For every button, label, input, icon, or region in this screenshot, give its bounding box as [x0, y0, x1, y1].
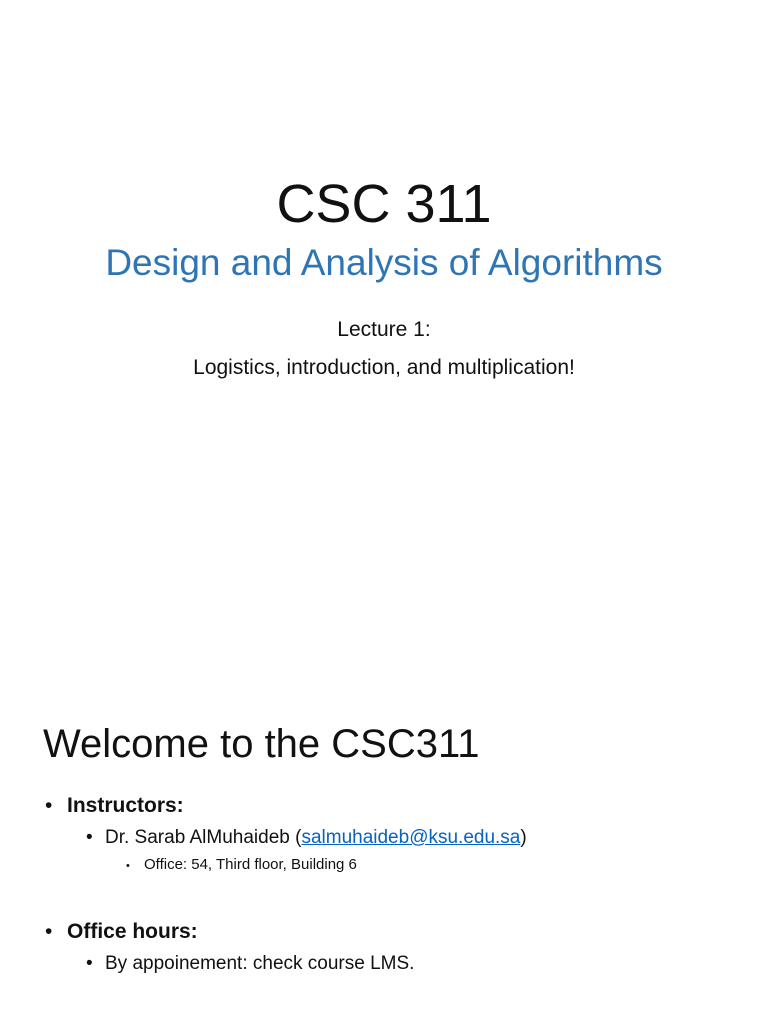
bullet-icon: •: [45, 920, 53, 943]
office-location: Office: 54, Third floor, Building 6: [144, 856, 357, 873]
course-code-title: CSC 311: [276, 174, 492, 234]
instructors-heading: Instructors:: [67, 794, 184, 817]
bullet-icon: •: [86, 827, 93, 848]
office-hours-bullet: [45, 918, 198, 946]
instructor-bullet: [86, 825, 527, 851]
lecture-number: Lecture 1:: [337, 318, 431, 341]
slide-title: Welcome to the CSC311: [43, 722, 480, 766]
lecture-topic: Logistics, introduction, and multiplication!: [193, 356, 575, 379]
bullet-icon: •: [126, 860, 130, 872]
welcome-slide: [0, 576, 768, 1024]
office-hours-detail: By appoinement: check course LMS.: [105, 953, 415, 974]
office-hours-heading: Office hours:: [67, 920, 198, 943]
bullet-icon: •: [86, 953, 93, 974]
office-hours-detail-bullet: [86, 951, 414, 977]
course-title-subtitle: Design and Analysis of Algorithms: [105, 242, 663, 283]
instructor-email-link[interactable]: salmuhaideb@ksu.edu.sa: [301, 827, 521, 848]
office-location-bullet: [126, 855, 357, 876]
instructors-bullet: [45, 792, 184, 820]
bullet-icon: •: [45, 794, 53, 817]
instructor-name: Dr. Sarab AlMuhaideb (: [105, 827, 302, 848]
instructor-name-close: ): [520, 827, 527, 848]
